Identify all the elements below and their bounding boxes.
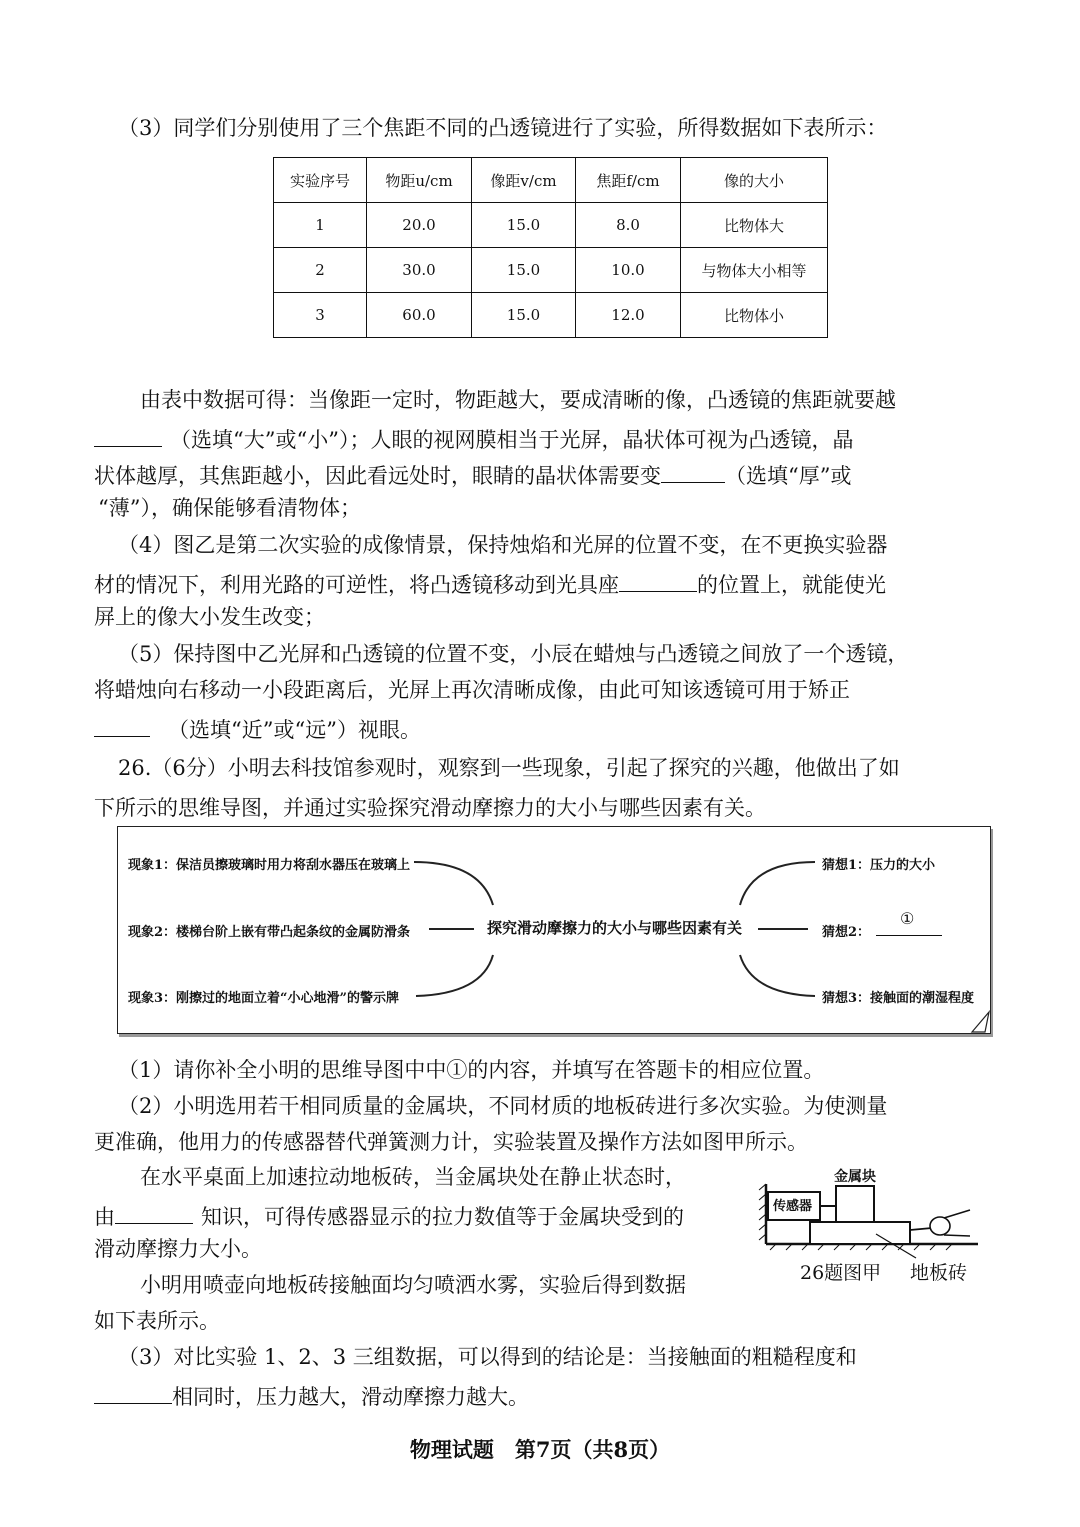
sensor-label: 传感器 — [773, 1199, 813, 1214]
table-cell: 60.0 — [367, 293, 472, 338]
q25-p4-line3: 屏上的像大小发生改变； — [94, 605, 325, 629]
figure-caption: 26题图甲 — [800, 1262, 882, 1284]
q25-p4-line2-text-a: 材的情况下，利用光路的可逆性，将凸透镜移动到光具座 — [94, 573, 619, 598]
hand-icon — [930, 1210, 970, 1236]
q25-p3-line4: “薄”），确保能够看清物体； — [98, 496, 361, 520]
circled-one-mark: ① — [900, 909, 915, 929]
guess-2-blank[interactable] — [876, 909, 942, 936]
q26-p3-line2 — [94, 1381, 529, 1410]
guess-1: 猜想1：压力的大小 — [822, 858, 936, 873]
table-header-cell: 像的大小 — [681, 158, 828, 203]
floor-tile-label: 地板砖 — [910, 1262, 968, 1284]
q26-intro-line2: 下所示的思维导图，并通过实验探究滑动摩擦力的大小与哪些因素有关。 — [94, 796, 766, 820]
table-cell: 2 — [274, 248, 367, 293]
guess-2-label: 猜想2： — [822, 925, 871, 940]
q26-p3-line1: （3）对比实验 1、2、3 三组数据，可以得到的结论是：当接触面的粗糙程度和 — [118, 1345, 857, 1369]
table-cell: 12.0 — [576, 293, 681, 338]
q26-intro-line1: 26.（6分）小明去科技馆参观时，观察到一些现象，引起了探究的兴趣，他做出了如 — [118, 756, 900, 780]
table-header-cell: 物距u/cm — [367, 158, 472, 203]
phenomenon-1: 现象1：保洁员擦玻璃时用力将刮水器压在玻璃上 — [128, 858, 411, 873]
q25-p3-line1: 由表中数据可得：当像距一定时，物距越大，要成清晰的像，凸透镜的焦距就要越 — [140, 388, 896, 412]
q26-p2-line7: 如下表所示。 — [94, 1309, 220, 1333]
table-header-cell: 实验序号 — [274, 158, 367, 203]
table-cell: 比物体小 — [681, 293, 828, 338]
table-cell: 8.0 — [576, 203, 681, 248]
q25-p5-line2: 将蜡烛向右移动一小段距离后，光屏上再次清晰成像，由此可知该透镜可用于矫正 — [94, 678, 850, 702]
page-footer: 物理试题 第7页（共8页） — [409, 1437, 671, 1462]
q26-p2-line1: （2）小明选用若干相同质量的金属块，不同材质的地板砖进行多次实验。为使测量 — [118, 1094, 888, 1118]
q26-p2-line3: 在水平桌面上加速拉动地板砖，当金属块处在静止状态时， — [140, 1165, 686, 1189]
guess-3: 猜想3：接触面的潮湿程度 — [822, 991, 975, 1006]
table-cell: 与物体大小相等 — [681, 248, 828, 293]
guess-2 — [822, 909, 942, 940]
q25-p4-line2-text-b: 的位置上，就能使光 — [697, 573, 886, 598]
mind-map-center-topic: 探究滑动摩擦力的大小与哪些因素有关 — [487, 919, 743, 937]
q25-p3-line3-text-a: 状体越厚，其焦距越小，因此看远处时，眼睛的晶状体需要变 — [94, 464, 661, 489]
table-cell: 1 — [274, 203, 367, 248]
q25-p5-line1: （5）保持图中乙光屏和凸透镜的位置不变，小辰在蜡烛与凸透镜之间放了一个透镜， — [118, 642, 909, 666]
table-cell: 20.0 — [367, 203, 472, 248]
q25-p3-intro: （3）同学们分别使用了三个焦距不同的凸透镜进行了实验，所得数据如下表所示： — [118, 116, 888, 140]
phenomenon-3: 现象3：刚擦过的地面立着“小心地滑”的警示牌 — [128, 991, 400, 1006]
q26-p1: （1）请你补全小明的思维导图中中①的内容，并填写在答题卡的相应位置。 — [118, 1058, 825, 1082]
table-cell: 15.0 — [472, 248, 576, 293]
table-cell: 10.0 — [576, 248, 681, 293]
q26-p2-line4-text-b: 知识，可得传感器显示的拉力数值等于金属块受到的 — [201, 1205, 684, 1230]
table-cell: 15.0 — [472, 203, 576, 248]
table-cell: 15.0 — [472, 293, 576, 338]
table-cell: 3 — [274, 293, 367, 338]
q26-p2-line4 — [94, 1201, 684, 1230]
phenomenon-2: 现象2：楼梯台阶上嵌有带凸起条纹的金属防滑条 — [128, 925, 411, 940]
table-cell: 30.0 — [367, 248, 472, 293]
table-header-cell: 像距v/cm — [472, 158, 576, 203]
q25-p5-line3-text: （选填“近”或“远”）视眼。 — [168, 718, 421, 743]
q26-p2-line2: 更准确，他用力的传感器替代弹簧测力计，实验装置及操作方法如图甲所示。 — [94, 1130, 808, 1154]
metal-block-label: 金属块 — [834, 1169, 876, 1185]
q26-p3-line2-text: 相同时，压力越大，滑动摩擦力越大。 — [172, 1385, 529, 1410]
q26-p2-line4-text-a: 由 — [94, 1205, 115, 1230]
table-header-cell: 焦距f/cm — [576, 158, 681, 203]
answer-blank[interactable] — [94, 1381, 172, 1404]
q25-p4-line1: （4）图乙是第二次实验的成像情景，保持烛焰和光屏的位置不变，在不更换实验器 — [118, 533, 888, 557]
q25-p3-line2-text: （选填“大”或“小”）；人眼的视网膜相当于光屏，晶状体可视为凸透镜，晶 — [170, 428, 854, 453]
q25-p3-line3-text-b: （选填“厚”或 — [725, 464, 852, 489]
q26-p2-line5: 滑动摩擦力大小。 — [94, 1237, 262, 1261]
table-cell: 比物体大 — [681, 203, 828, 248]
q26-p2-line6: 小明用喷壶向地板砖接触面均匀喷洒水雾，实验后得到数据 — [140, 1273, 686, 1297]
answer-blank[interactable] — [115, 1201, 193, 1224]
